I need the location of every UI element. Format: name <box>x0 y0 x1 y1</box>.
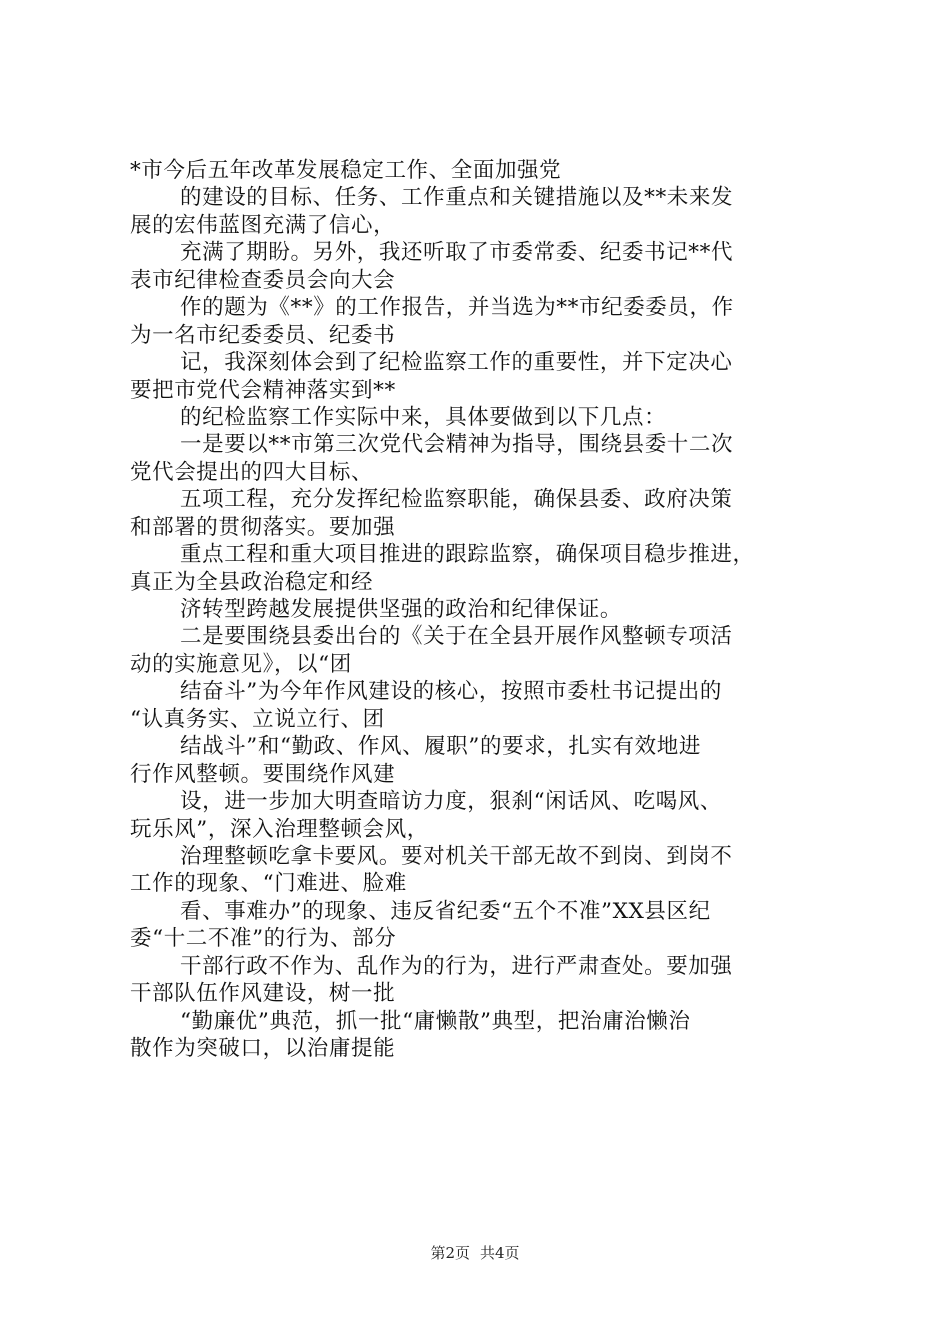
text-line: 展的宏伟蓝图充满了信心， <box>130 212 396 238</box>
text-line: 记，我深刻体会到了纪检监察工作的重要性，并下定决心 <box>180 350 733 376</box>
text-line: 干部队伍作风建设，树一批 <box>130 981 396 1007</box>
text-line: 和部署的贯彻落实。要加强 <box>130 514 396 540</box>
text-line: 为一名市纪委委员、纪委书 <box>130 322 396 348</box>
text-line: 干部行政不作为、乱作为的行为，进行严肃查处。要加强 <box>180 953 733 979</box>
text-line: 设，进一步加大明查暗访力度，狠刹“闲话风、吃喝风、 <box>180 789 722 815</box>
page-total: 共4页 <box>480 1244 520 1262</box>
text-line: 治理整顿吃拿卡要风。要对机关干部无故不到岗、到岗不 <box>180 843 733 869</box>
page-number: 第2页 <box>430 1244 470 1262</box>
text-line: 结奋斗”为今年作风建设的核心，按照市委杜书记提出的 <box>180 679 722 705</box>
text-line: 看、事难办”的现象、违反省纪委“五个不准”XX县区纪 <box>180 898 711 924</box>
text-line: *市今后五年改革发展稳定工作、全面加强党 <box>130 158 562 183</box>
text-line: 真正为全县政治稳定和经 <box>130 569 374 595</box>
text-line: 玩乐风”，深入治理整顿会风， <box>130 816 429 842</box>
text-line: 工作的现象、“门难进、脸难 <box>130 871 407 897</box>
text-line: “认真务实、立说立行、团 <box>130 706 385 732</box>
page-footer <box>0 1243 950 1263</box>
text-line: 党代会提出的四大目标、 <box>130 459 374 485</box>
text-line: 表市纪律检查委员会向大会 <box>130 267 396 293</box>
text-line: “勤廉优”典范，抓一批“庸懒散”典型，把治庸治懒治 <box>180 1008 691 1034</box>
text-line: 的建设的目标、任务、工作重点和关键措施以及**未来发 <box>180 185 734 211</box>
text-line: 一是要以**市第三次党代会精神为指导，围绕县委十二次 <box>180 432 734 458</box>
text-line: 五项工程，充分发挥纪检监察职能，确保县委、政府决策 <box>180 487 733 513</box>
text-line: 行作风整顿。要围绕作风建 <box>130 761 396 787</box>
text-line: 要把市党代会精神落实到** <box>130 377 396 403</box>
text-line: 动的实施意见》，以“团 <box>130 651 352 677</box>
text-line: 散作为突破口，以治庸提能 <box>130 1036 396 1061</box>
text-line: 的纪检监察工作实际中来，具体要做到以下几点： <box>180 404 667 430</box>
text-line: 二是要围绕县委出台的《关于在全县开展作风整顿专项活 <box>180 624 733 650</box>
text-line: 充满了期盼。另外，我还听取了市委常委、纪委书记**代 <box>180 240 734 266</box>
text-line: 作的题为《**》的工作报告，并当选为**市纪委委员，作 <box>180 295 734 321</box>
document-body <box>130 157 850 1062</box>
text-line: 济转型跨越发展提供坚强的政治和纪律保证。 <box>180 597 623 622</box>
text-line: 委“十二不准”的行为、部分 <box>130 926 397 952</box>
text-line: 结战斗”和“勤政、作风、履职”的要求，扎实有效地进 <box>180 734 701 760</box>
text-line: 重点工程和重大项目推进的跟踪监察，确保项目稳步推进， <box>180 542 755 568</box>
